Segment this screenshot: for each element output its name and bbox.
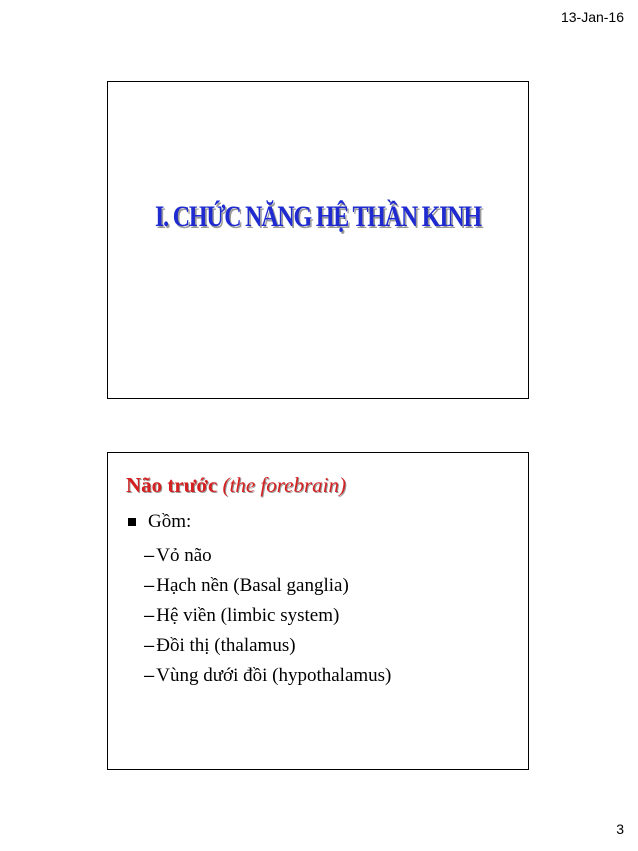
- dash-marker: –: [144, 546, 155, 566]
- sub-list: [144, 541, 391, 691]
- square-bullet-icon: [128, 518, 136, 526]
- sub-list-item: [144, 601, 391, 631]
- bullet-text: Gồm:: [148, 511, 192, 532]
- sub-list-item: [144, 541, 391, 571]
- heading-vietnamese: Não trước: [126, 473, 218, 497]
- content-heading: [126, 473, 346, 498]
- section-title: I. CHỨC NĂNG HỆ THẦN KINH: [154, 200, 482, 233]
- dash-marker: –: [144, 576, 155, 596]
- sub-item-text: Vùng dưới đồi (hypothalamus): [156, 665, 392, 686]
- bullet-item: [128, 511, 191, 533]
- sub-item-text: Vỏ não: [156, 545, 212, 566]
- sub-item-text: Hạch nền (Basal ganglia): [156, 575, 349, 596]
- title-slide: [107, 81, 529, 399]
- page-number: 3: [616, 821, 624, 837]
- dash-marker: –: [144, 666, 155, 686]
- dash-marker: –: [144, 606, 155, 626]
- content-slide: [107, 452, 529, 770]
- sub-item-text: Đồi thị (thalamus): [156, 635, 296, 656]
- header-date: 13-Jan-16: [560, 9, 624, 25]
- sub-list-item: [144, 661, 391, 691]
- sub-item-text: Hệ viền (limbic system): [156, 605, 340, 626]
- heading-english: (the forebrain): [222, 473, 346, 497]
- sub-list-item: [144, 631, 391, 661]
- sub-list-item: [144, 571, 391, 601]
- dash-marker: –: [144, 636, 155, 656]
